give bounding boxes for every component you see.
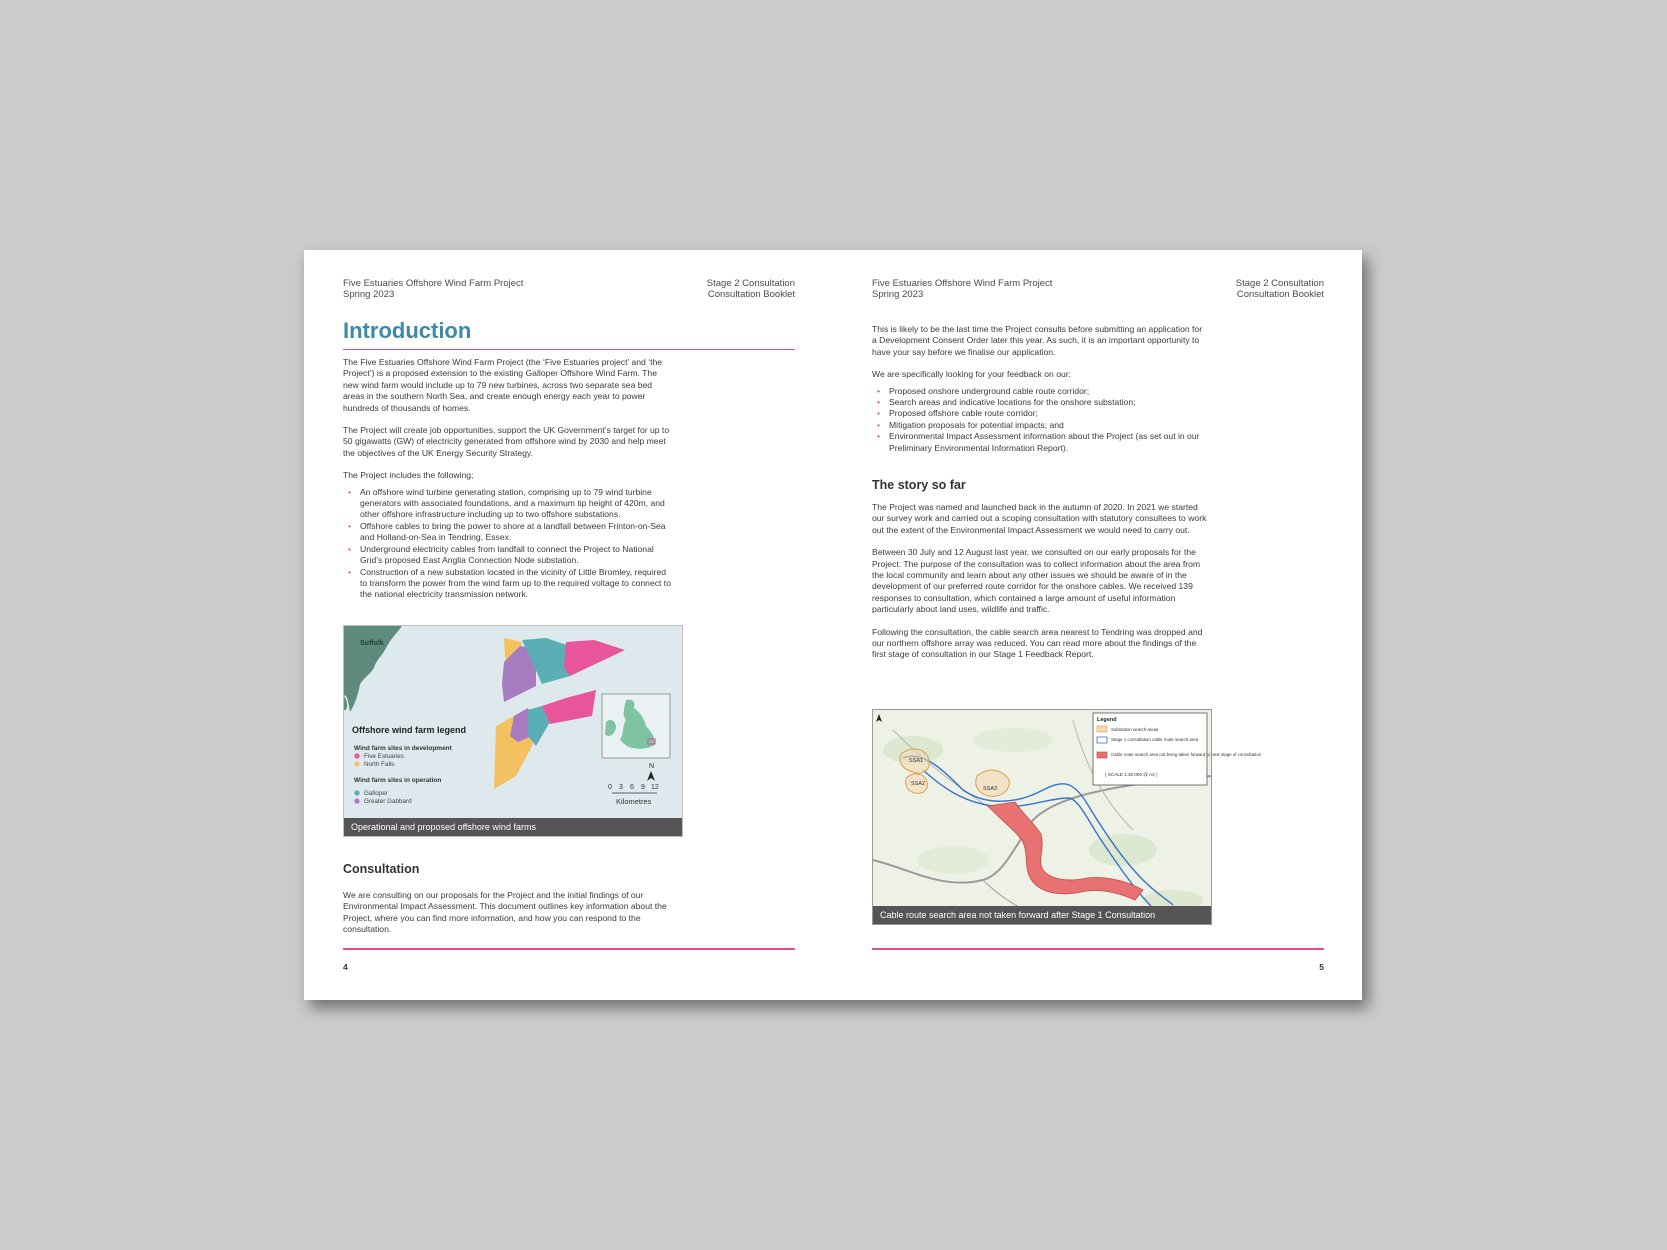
footer-rule: [872, 948, 1324, 950]
five-estuaries-site: [542, 690, 596, 724]
body-paragraph: We are specifically looking for your feedback on our:: [872, 369, 1072, 380]
five-estuaries-swatch: [354, 753, 359, 758]
legend-swatch-substation: [1097, 726, 1107, 732]
left-page-header-left: Five Estuaries Offshore Wind Farm Project Spring 2023: [343, 278, 524, 300]
north-arrow-label: N: [649, 763, 655, 770]
legend-item: Galloper: [364, 790, 388, 797]
ssa-label: SSA3: [983, 786, 998, 792]
list-item: • Search areas and indicative locations for the onshore substation;: [889, 397, 1208, 408]
right-page-header-left: Five Estuaries Offshore Wind Farm Project Spring 2023: [872, 278, 1053, 300]
legend-item: Cable route search area not being taken forward to next stage of consultation: [1111, 752, 1262, 757]
scale-tick-label: 9: [641, 784, 645, 791]
list-item: • Underground electricity cables from landfall to connect the Project to National Grid’s proposed East Anglia Connection Node substation.: [360, 544, 671, 567]
story-paragraph: The Project was named and launched back in the autumn of 2020. In 2021 we started our survey work and carried out a scoping consultation with statutory consultees to work out the extent of the Environmental Impact Assessment we would need to carry out.: [872, 502, 1207, 535]
right-page-header-right: Stage 2 Consultation Consultation Booklet: [1235, 278, 1324, 300]
story-body: [872, 502, 1208, 672]
figure-caption: Cable route search area not taken forward after Stage 1 Consultation: [873, 906, 1211, 924]
feedback-body: [872, 324, 1208, 454]
list-item: • Environmental Impact Assessment information about the Project (as set out in our Preliminary Environmental Information Report).: [889, 431, 1208, 454]
intro-body: [343, 357, 671, 601]
substation-search-area: [976, 770, 1010, 796]
ssa-label: SSA2: [911, 781, 926, 787]
footer-rule: [343, 948, 795, 950]
list-item: • Mitigation proposals for potential impacts; and: [889, 420, 1208, 431]
greater-gabbard-swatch: [354, 798, 359, 803]
figure-caption: Operational and proposed offshore wind farms: [344, 818, 682, 836]
story-paragraph: Following the consultation, the cable search area nearest to Tendring was dropped and our northern offshore array was reduced. You can read more about the findings of the first stage of consultation in our Stage 1 Feedback Report.: [872, 626, 1203, 660]
right-page: [833, 250, 1362, 1000]
left-page-header-right: Stage 2 Consultation Consultation Booklet: [706, 278, 795, 300]
cable-route-map: [872, 709, 1262, 925]
scale-tick-label: 0: [608, 784, 612, 791]
suffolk-label: Suffolk: [360, 640, 384, 647]
list-item: • Proposed onshore underground cable route corridor;: [889, 386, 1208, 397]
page-number: 5: [1319, 962, 1324, 972]
list-item: • An offshore wind turbine generating station, comprising up to 79 wind turbine generators with associated foundations, and a maximum tip height of 420m, and other offshore infrastructure including up to two offshore substations.: [360, 487, 671, 521]
title-underline: [343, 349, 795, 350]
coastline-land: [344, 626, 402, 712]
offshore-wind-farm-map: [343, 625, 683, 837]
project-includes-list: [343, 487, 671, 601]
intro-paragraph: The Five Estuaries Offshore Wind Farm Project (the ‘Five Estuaries project’ and ‘the Project’) is a proposed extension to the existing Galloper Offshore Wind Farm. The new wind farm would include up to 79 new turbines, across two separate sea bed areas in the southern North Sea, and create enough energy each year to power hundreds of thousands of homes.: [343, 357, 663, 413]
map-graphic: [344, 626, 682, 836]
consultation-paragraph: We are consulting on our proposals for the Project and the initial findings of our Environmental Impact Assessment. This document outlines key information about the Project, where you can find more information, and how you can respond to the consultation.: [343, 890, 667, 935]
map-legend-title: Offshore wind farm legend: [352, 725, 467, 735]
consultation-body: [343, 890, 677, 947]
scale-unit-label: Kilometres: [616, 797, 652, 806]
map-scale-note: ( SCALE 1:30,000 @ A3 ): [1105, 772, 1158, 777]
legend-item: Stage 1 consultation cable route search area: [1111, 737, 1199, 742]
coastline-land: [344, 696, 347, 710]
legend-heading: Wind farm sites in development: [354, 745, 452, 752]
map-legend-title: Legend: [1097, 717, 1117, 723]
north-falls-swatch: [354, 761, 359, 766]
galloper-swatch: [354, 790, 359, 795]
ssa-label: SSA1: [909, 758, 924, 764]
body-paragraph: This is likely to be the last time the Project consults before submitting an application for a Development Consent Order later this year. As such, it is an important opportunity to have your say before we finalise our application.: [872, 324, 1203, 357]
feedback-list: [872, 386, 1208, 454]
list-item: • Construction of a new substation located in the vicinity of Little Bromley, required to transform the power from the wind farm up to the required voltage to connect to the national electricity transmission network.: [360, 567, 671, 601]
legend-item: Substation search areas: [1111, 727, 1159, 732]
cable-map-graphic: [873, 710, 1262, 924]
left-page: [304, 250, 833, 1000]
scale-tick-label: 6: [630, 784, 634, 791]
scale-tick-label: 3: [619, 784, 623, 791]
legend-item: Five Estuaries: [364, 753, 404, 760]
booklet-spread: [304, 250, 1362, 1000]
page-number: 4: [343, 962, 348, 972]
intro-paragraph: The Project will create job opportunities, support the UK Government’s target for up to 50 gigawatts (GW) of electricity generated from offshore wind by 2030 and help meet the objectives of the UK Energy Security Strategy.: [343, 425, 670, 458]
list-item: • Proposed offshore cable route corridor;: [889, 408, 1208, 419]
consultation-heading: Consultation: [343, 862, 420, 876]
legend-swatch-dropped: [1097, 752, 1107, 758]
story-paragraph: Between 30 July and 12 August last year, we consulted on our early proposals for the Project. The purpose of the consultation was to collect information about the area from the local community and learn about any other issues we should be aware of in the development of our preferred route corridor for the onshore cables. We received 139 responses to consultation, which contained a large amount of useful information particularly about land uses, wildlife and traffic.: [872, 547, 1201, 615]
north-arrow-icon: [647, 771, 655, 781]
page-title: Introduction: [343, 318, 472, 343]
legend-item: Greater Gabbard: [364, 798, 412, 805]
scale-tick-label: 12: [651, 784, 659, 791]
intro-paragraph: The Project includes the following;: [343, 470, 474, 481]
story-heading: The story so far: [872, 478, 966, 492]
legend-heading: Wind farm sites in operation: [354, 777, 442, 784]
list-item: • Offshore cables to bring the power to shore at a landfall between Frinton-on-Sea and Holland-on-Sea in Tendring, Essex.: [360, 521, 671, 544]
legend-item: North Falls: [364, 761, 395, 768]
five-estuaries-site: [564, 640, 625, 676]
